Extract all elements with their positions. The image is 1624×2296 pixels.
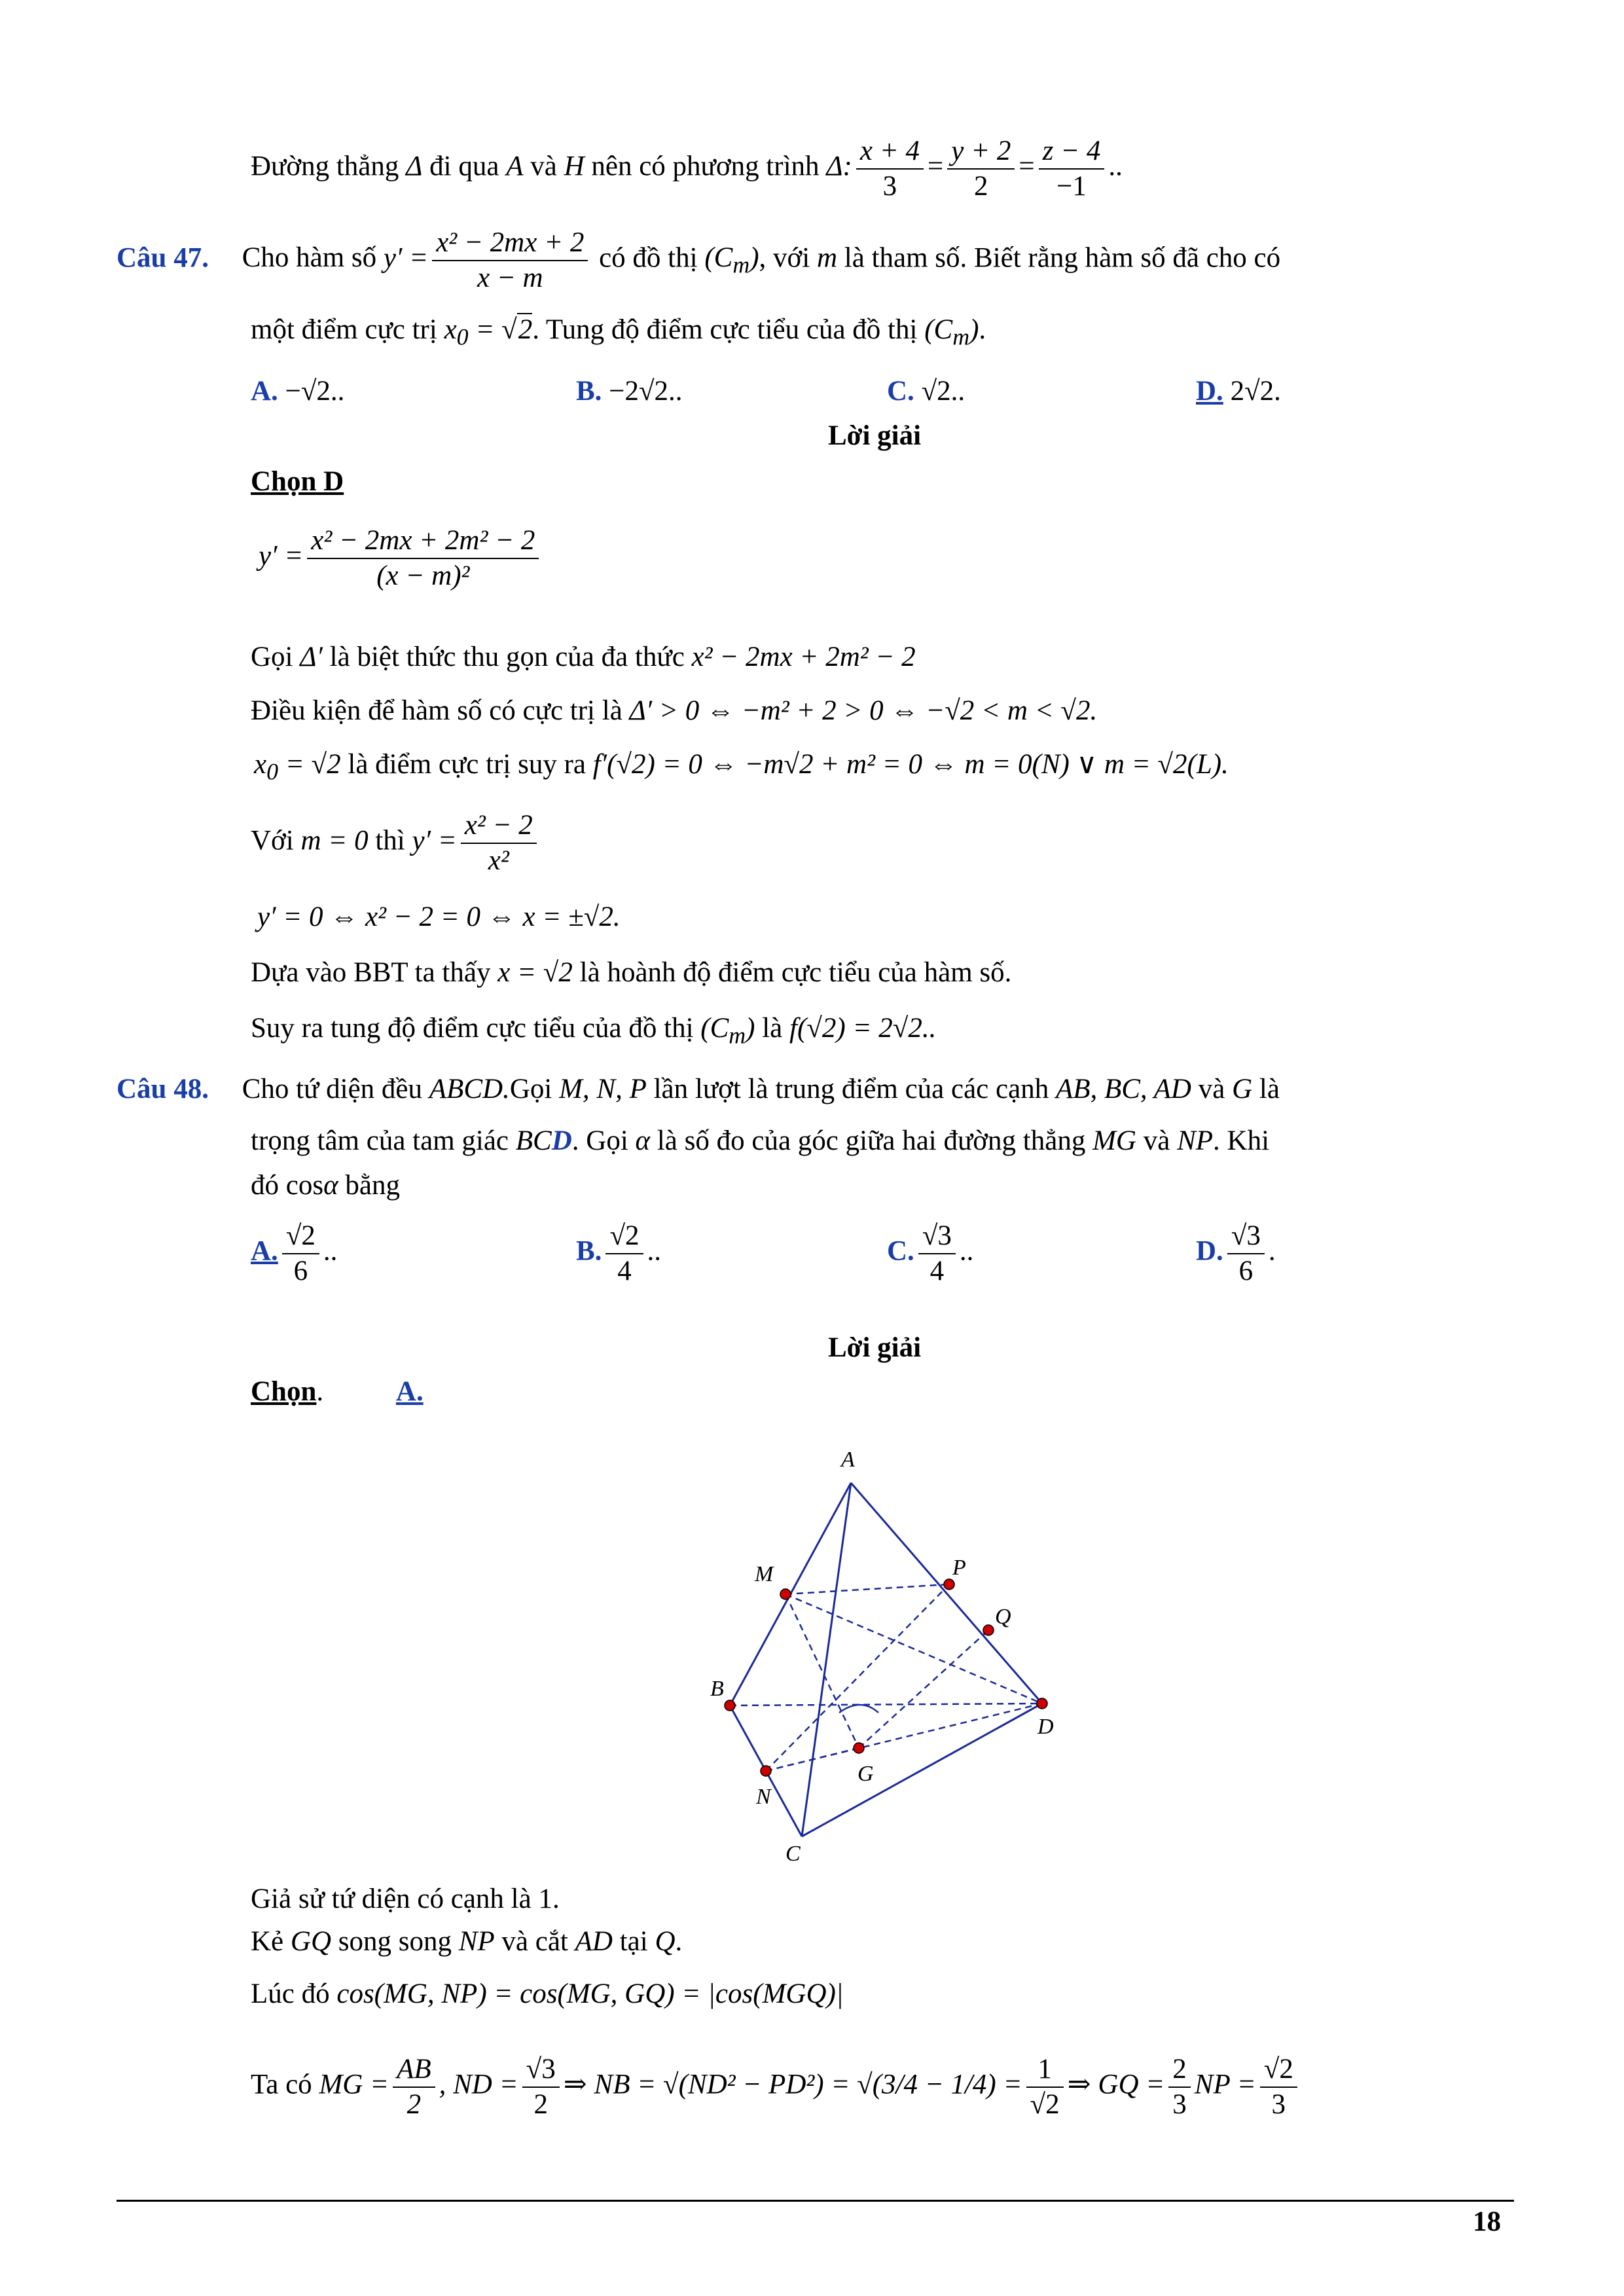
- compute-line: Ta có MG = $\frac{AB}{2}$ , ND = $\frac{√3}{2}$ ⇒ NB = √(ND² − PD²) = √(3/4 − 1/4) = $\frac{1}{√2}$ ⇒ GQ = $\frac{2}{3}$ NP = $\frac{√2}{3}$: [251, 2052, 1301, 2121]
- assume-line: Giả sử tứ diện có cạnh là 1.: [251, 1884, 560, 1914]
- label-q: Q: [995, 1605, 1011, 1629]
- label-p: P: [952, 1556, 966, 1580]
- q48-solution-title: Lời giải: [828, 1332, 922, 1363]
- segment-gq: [859, 1630, 988, 1748]
- edge-ad: [851, 1483, 1042, 1704]
- label-m: M: [755, 1562, 774, 1586]
- label-c: C: [785, 1842, 801, 1866]
- q47-line2: một điểm cực trị $x_0 = √2$. Tung độ điểm cực tiểu của đồ thị $(C_m)$.: [251, 314, 986, 350]
- sol-line-m0: Với m = 0 thì y′ = $\frac{\text{x² − 2}}{\text{x²}}$: [251, 809, 541, 877]
- q47-option-d: D. 2√2.: [1196, 376, 1281, 407]
- q47-choose: Chọn D: [251, 466, 344, 497]
- point-p: [944, 1579, 954, 1590]
- q48-choose: Chọn. A.: [251, 1376, 424, 1407]
- q47-option-c: C. √2..: [887, 376, 965, 407]
- q48-label: Câu 48.: [117, 1074, 209, 1104]
- q48-line1: Câu 48. Cho tứ diện đều ABCD.Gọi M, N, P lần lượt là trung điểm của các cạnh AB, BC, AD và G là: [117, 1074, 1280, 1104]
- q48-option-b: B. $\frac{√2}{4}$ ..: [576, 1220, 662, 1286]
- q48-option-d: D. $\frac{√3}{6}$ .: [1196, 1220, 1276, 1286]
- edge-bd-dashed: [730, 1704, 1042, 1705]
- label-b: B: [710, 1677, 724, 1701]
- sol-line-result: Suy ra tung độ điểm cực tiểu của đồ thị $(C_m)$ là f(√2) = 2√2..: [251, 1013, 937, 1049]
- point-g: [854, 1743, 864, 1753]
- point-d: [1037, 1698, 1047, 1709]
- q47-solution-title: Lời giải: [828, 420, 922, 451]
- sol-line-condition: Điều kiện để hàm số có cực trị là Δ′ > 0 ⇔ −m² + 2 > 0 ⇔ −√2 < m < √2.: [251, 695, 1098, 726]
- q48-line3: đó cosα bằng: [251, 1170, 400, 1201]
- sol-line-x0: $x_0 = √2$ là điểm cực trị suy ra f′(√2) = 0 ⇔ −m√2 + m² = 0 ⇔ m = 0(N) ∨ m = √2(L).: [254, 749, 1229, 785]
- label-g: G: [857, 1762, 874, 1786]
- edge-cd: [802, 1704, 1042, 1836]
- label-d: D: [1038, 1715, 1054, 1739]
- q47-option-a: A. −√2..: [251, 376, 345, 407]
- segment-mp: [785, 1584, 949, 1594]
- point-q: [983, 1625, 994, 1635]
- derivative-formula: y′ = $\frac{\text{x² − 2mx + 2m² − 2}}{\text{(x − m)²}}$: [259, 524, 543, 592]
- footer-rule: [117, 2200, 1514, 2202]
- sol-line-discriminant: Gọi Δ′ là biệt thức thu gọn của đa thức x² − 2mx + 2m² − 2: [251, 642, 916, 672]
- segment-nd: [766, 1704, 1042, 1771]
- q48-option-a: A. $\frac{√2}{6}$ ..: [251, 1220, 338, 1286]
- segment-mg: [785, 1594, 859, 1748]
- point-m: [780, 1589, 791, 1599]
- sol-line-roots: y′ = 0 ⇔ x² − 2 = 0 ⇔ x = ±√2.: [257, 902, 621, 932]
- q47-label: Câu 47.: [117, 242, 209, 274]
- q48-line2: trọng tâm của tam giác BCD. Gọi α là số đo của góc giữa hai đường thẳng MG và NP. Khi: [251, 1125, 1270, 1156]
- sol-line-bbt: Dựa vào BBT ta thấy x = √2 là hoành độ điểm cực tiểu của hàm số.: [251, 957, 1012, 988]
- point-n: [761, 1766, 771, 1776]
- label-n: N: [756, 1785, 771, 1809]
- q47-line1: Câu 47. Cho hàm số y′ = $\frac{\text{x² − 2mx + 2}}{x - m}$ có đồ thị $(C_m)$, với m là tham số. Biết rằng hàm số đã cho có: [117, 227, 1281, 293]
- draw-line: Kẻ GQ song song NP và cắt AD tại Q.: [251, 1926, 683, 1957]
- line-delta-equation: Đường thẳng Δ đi qua A và H nên có phương trình Δ: $\frac{x + 4}{3}$ = $\frac{y + 2}{2}$ = $\frac{z - 4}{-1}$ ..: [251, 136, 1123, 202]
- cos-line: Lúc đó cos(MG, NP) = cos(MG, GQ) = |cos(MGQ)|: [251, 1978, 844, 2009]
- angle-arc: [839, 1705, 878, 1713]
- q47-option-b: B. −2√2..: [576, 376, 683, 407]
- point-b: [725, 1700, 735, 1711]
- q48-option-c: C. $\frac{√3}{4}$ ..: [887, 1220, 974, 1286]
- label-a: A: [841, 1448, 855, 1472]
- page-number: 18: [1473, 2206, 1501, 2237]
- tetrahedron-figure: [694, 1427, 1087, 1866]
- edge-ac: [802, 1483, 851, 1836]
